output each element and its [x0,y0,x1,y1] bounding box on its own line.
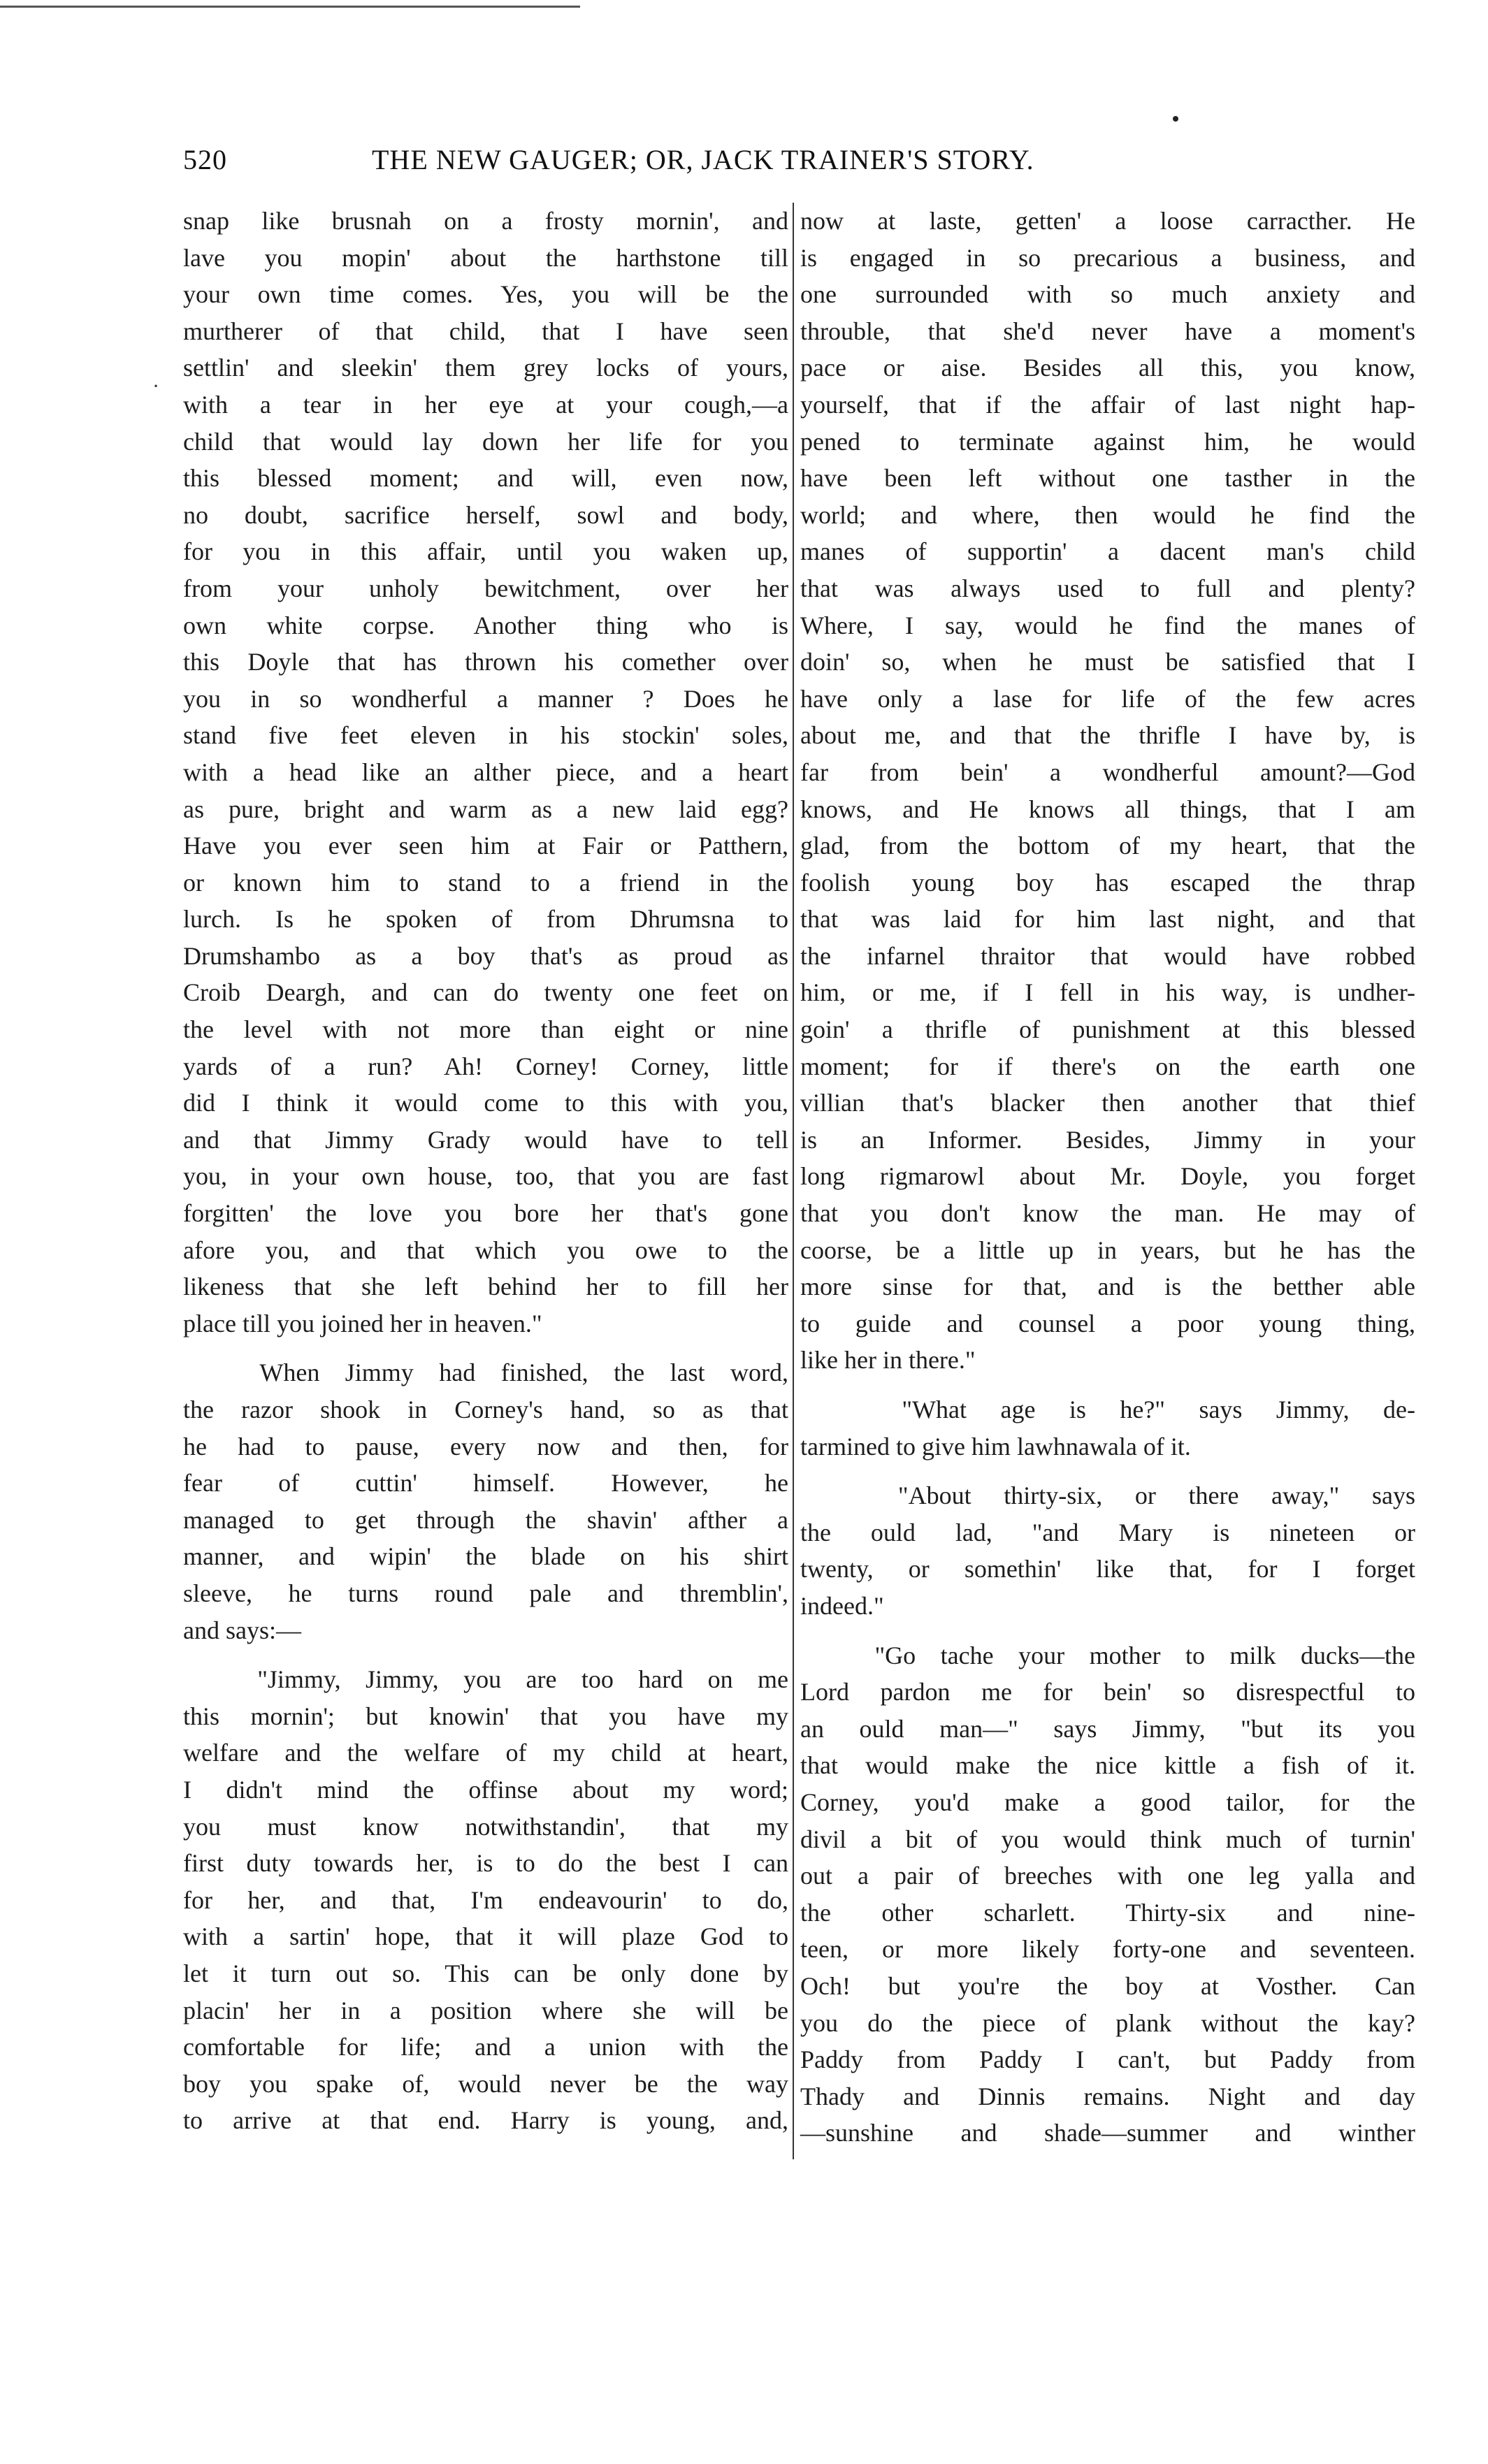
text-line: manner, and wipin' the blade on his shirt [183,1542,788,1571]
text-line: first duty towards her, is to do the best I can [183,1849,788,1878]
text-line: "About thirty-six, or there away," says [800,1481,1415,1510]
text-line: more sinse for that, and is the betther able [800,1273,1415,1301]
paragraph-gap [800,1465,1415,1477]
text-line: the other scharlett. Thirty-six and nine- [800,1898,1415,1927]
text-line: from your unholy bewitchment, over her [183,574,788,602]
text-line: he had to pause, every now and then, for [183,1432,788,1461]
text-line: I didn't mind the offinse about my word; [183,1775,788,1804]
text-line: pace or aise. Besides all this, you know, [800,354,1415,382]
right-column [800,203,1415,2152]
text-line: comfortable for life; and a union with the [183,2033,788,2061]
text-line: this Doyle that has thrown his comether over [183,648,788,676]
text-line: the razor shook in Corney's hand, so as that [183,1396,788,1423]
text-line: have been left without one tasther in the [800,464,1415,493]
column-divider [793,203,794,2159]
text-line: yards of a run? Ah! Corney! Corney, little [183,1052,788,1080]
text-line: likeness that she left behind her to fill her [183,1273,788,1301]
text-line: Croib Deargh, and can do twenty one feet on [183,978,788,1007]
text-line: you in so wondherful a manner ? Does he [183,684,788,713]
text-line: and says:— [183,1616,301,1644]
text-line: forgitten' the love you bore her that's gone [183,1199,788,1228]
text-line: yourself, that if the affair of last night hap- [800,390,1415,419]
text-line: about me, and that the thrifle I have by, is [800,721,1415,750]
text-line: "Go tache your mother to milk ducks—the [800,1641,1415,1669]
text-line: to arrive at that end. Harry is young, and, [183,2106,788,2135]
text-line: your own time comes. Yes, you will be the [183,280,788,309]
text-line: and that Jimmy Grady would have to tell [183,1125,788,1154]
text-line: Thady and Dinnis remains. Night and day [800,2082,1415,2110]
text-line: him, or me, if I fell in his way, is undher- [800,978,1415,1007]
text-line: that you don't know the man. He may of [800,1199,1415,1228]
text-line: knows, and He knows all things, that I am [800,795,1415,823]
page-number: 520 [183,144,227,175]
text-line: for her, and that, I'm endeavourin' to do, [183,1885,788,1914]
text-line: lurch. Is he spoken of from Dhrumsna to [183,905,788,934]
page-header [183,137,1441,183]
text-line: this blessed moment; and will, even now, [183,464,788,493]
text-line: that was laid for him last night, and that [800,905,1415,934]
text-line: tarmined to give him lawhnawala of it. [800,1432,1191,1461]
text-line: did I think it would come to this with you, [183,1089,788,1117]
text-line: glad, from the bottom of my heart, that the [800,832,1415,860]
text-line: with a sartin' hope, that it will plaze God to [183,1922,788,1951]
text-line: out a pair of breeches with one leg yalla and [800,1862,1415,1890]
text-line: Paddy from Paddy I can't, but Paddy from [800,2045,1415,2074]
left-column [183,203,788,2139]
text-line: no doubt, sacrifice herself, sowl and body, [183,500,788,529]
text-line: divil a bit of you would think much of turnin' [800,1825,1415,1853]
text-line: indeed." [800,1591,884,1620]
text-line: is an Informer. Besides, Jimmy in your [800,1125,1415,1154]
text-line: place till you joined her in heaven." [183,1309,542,1338]
text-line: with a tear in her eye at your cough,—a [183,390,788,419]
text-line: to guide and counsel a poor young thing, [800,1309,1415,1338]
running-title: THE NEW GAUGER; OR, JACK TRAINER'S STORY. [372,144,1034,175]
text-line: moment; for if there's on the earth one [800,1052,1415,1080]
text-line: for you in this affair, until you waken up, [183,537,788,566]
text-line: lave you mopin' about the harthstone till [183,243,788,272]
text-line: like her in there." [800,1346,976,1375]
text-line: Corney, you'd make a good tailor, for the [800,1788,1415,1816]
text-line: let it turn out so. This can be only done by [183,1959,788,1987]
text-line: welfare and the welfare of my child at heart, [183,1739,788,1767]
text-line: Drumshambo as a boy that's as proud as [183,941,788,970]
text-line: you must know notwithstandin', that my [183,1812,788,1841]
text-line: managed to get through the shavin' afther a [183,1505,788,1534]
text-line: placin' her in a position where she will be [183,1996,788,2024]
text-line: child that would lay down her life for you [183,427,788,456]
text-line: settlin' and sleekin' them grey locks of yours, [183,354,788,382]
text-line: "Jimmy, Jimmy, you are too hard on me [183,1665,788,1694]
text-line: sleeve, he turns round pale and thremblin', [183,1579,788,1607]
text-line: goin' a thrifle of punishment at this blessed [800,1015,1415,1044]
top-rule [0,6,580,8]
text-line: or known him to stand to a friend in the [183,868,788,897]
text-line: fear of cuttin' himself. However, he [183,1469,788,1498]
text-line: world; and where, then would he find the [800,500,1415,529]
text-line: coorse, be a little up in years, but he has the [800,1235,1415,1264]
text-line: twenty, or somethin' like that, for I forget [800,1555,1415,1584]
text-line: have only a lase for life of the few acres [800,684,1415,713]
text-line: Och! but you're the boy at Vosther. Can [800,1971,1415,2000]
text-line: When Jimmy had finished, the last word, [183,1358,788,1387]
text-line: this mornin'; but knowin' that you have my [183,1702,788,1730]
text-line: you, in your own house, too, that you are fast [183,1162,788,1191]
text-line: foolish young boy has escaped the thrap [800,868,1415,897]
text-line: teen, or more likely forty-one and seventeen. [800,1935,1415,1964]
text-line: afore you, and that which you owe to the [183,1235,788,1264]
text-line: throuble, that she'd never have a moment's [800,317,1415,345]
paragraph-gap [183,1342,788,1354]
text-line: the level with not more than eight or nine [183,1015,788,1044]
text-line: manes of supportin' a dacent man's child [800,537,1415,566]
text-line: —sunshine and shade—summer and winther [800,2119,1415,2147]
text-line: is engaged in so precarious a business, and [800,243,1415,272]
text-line: villian that's blacker then another that thief [800,1089,1415,1117]
text-line: that would make the nice kittle a fish of it. [800,1751,1415,1780]
paragraph-gap [183,1648,788,1661]
text-line: now at laste, getten' a loose carracther. He [800,207,1415,235]
text-line: snap like brusnah on a frosty mornin', and [183,207,788,235]
text-line: boy you spake of, would never be the way [183,2069,788,2098]
text-line: own white corpse. Another thing who is [183,611,788,639]
text-line: pened to terminate against him, he would [800,427,1415,456]
text-line: far from bein' a wondherful amount?—God [800,758,1415,786]
text-line: Where, I say, would he find the manes of [800,611,1415,639]
margin-mark: · [152,375,159,398]
text-line: Have you ever seen him at Fair or Patthern, [183,832,788,860]
paragraph-gap [800,1625,1415,1637]
ink-dot [1173,116,1178,122]
text-line: with a head like an alther piece, and a heart [183,758,788,786]
text-line: the infarnel thraitor that would have robbed [800,941,1415,970]
text-line: one surrounded with so much anxiety and [800,280,1415,309]
text-line: you do the piece of plank without the kay? [800,2008,1415,2037]
text-line: doin' so, when he must be satisfied that I [800,648,1415,676]
text-line: Lord pardon me for bein' so disrespectful to [800,1678,1415,1706]
text-line: murtherer of that child, that I have seen [183,317,788,345]
text-line: that was always used to full and plenty? [800,574,1415,602]
text-line: long rigmarowl about Mr. Doyle, you forget [800,1162,1415,1191]
text-line: "What age is he?" says Jimmy, de- [800,1396,1415,1423]
text-line: an ould man—" says Jimmy, "but its you [800,1714,1415,1743]
paragraph-gap [800,1379,1415,1391]
text-line: the ould lad, "and Mary is nineteen or [800,1518,1415,1546]
text-line: stand five feet eleven in his stockin' soles, [183,721,788,750]
text-line: as pure, bright and warm as a new laid egg? [183,795,788,823]
